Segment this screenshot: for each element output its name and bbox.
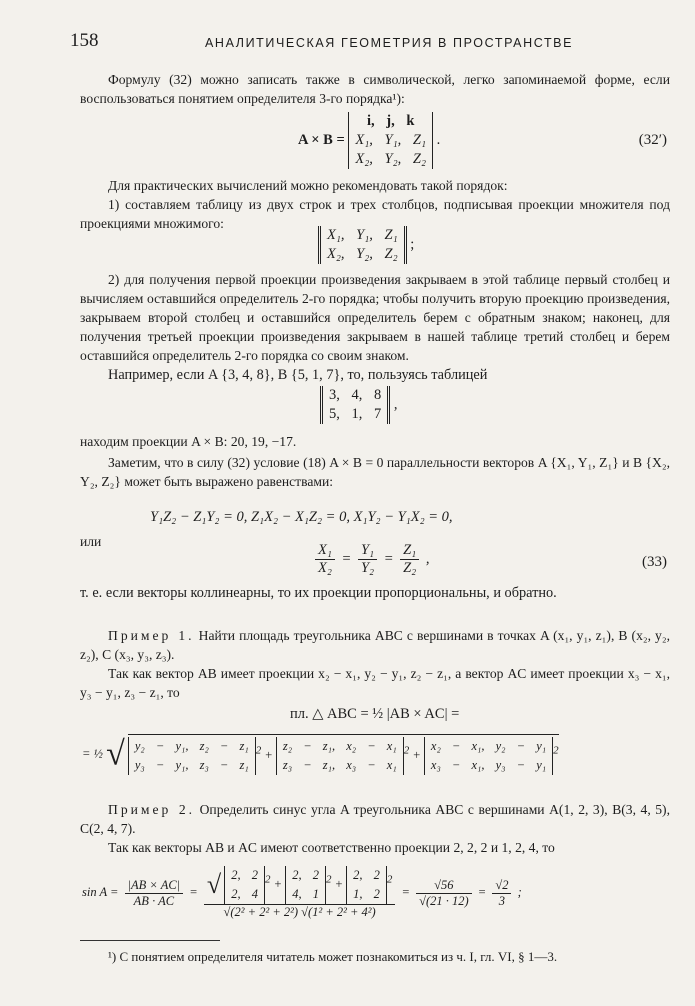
or-word: или xyxy=(80,534,102,549)
example2-text: Определить синус угла A треугольника ABC с вершинами A(1, 2, 3), B(3, 4, 5), C(2, 4, 7). xyxy=(80,802,670,836)
step1-paragraph: 1) составляем таблицу из двух строк и трех столбцов, подписывая проекции множителя под проекциями множимого: xyxy=(80,197,670,231)
det-2: z₂ − z₁, x₂ − x₁ z₃ − z₁, x₃ − x₁ xyxy=(276,737,404,775)
eq32p-row1: i, j, k xyxy=(366,113,415,129)
parallel-condition-equations: Y₁Z₂ − Z₁Y₂ = 0, Z₁X₂ − X₁Z₂ = 0, X₁Y₂ − Y₁X₂ = 0, xyxy=(150,509,453,525)
sqrt-prefix: = ½ xyxy=(82,746,103,761)
practical-paragraph: Для практических вычислений можно рекомендовать такой порядок: xyxy=(108,178,508,193)
eq32p-row2: X₁, Y₁, Z₁ xyxy=(355,132,426,148)
projection-table-tail: ; xyxy=(410,236,415,253)
sin-det-2: 2, 2 4, 1 xyxy=(285,866,326,904)
collinear-paragraph: т. е. если векторы коллинеарны, то их проекции пропорциональны, и обратно. xyxy=(80,585,557,601)
parallel-note: Заметим, что в силу (32) условие (18) A × B = 0 параллельности векторов A {X₁, Y₁, Z₁} и B {X₂, Y₂, Z₂} может быть выражено равенствами: xyxy=(80,455,670,489)
sin-result-fraction-1: $\frac{√56}{√(21 \cdot 12)}$ xyxy=(416,878,472,909)
sin-definition-fraction: $\frac{|AB \times AC|}{AB \cdot AC}$ xyxy=(125,878,184,909)
sin-det-1: 2, 2 2, 4 xyxy=(224,866,265,904)
sine-formula: sin A = $\frac{|AB \times AC|}{AB \cdot AC}$ = √ 2, 2 2, 4 $^2$ + 2, 2 4, 1 $^2$ + 2, 2 1, 2 $^2$ √(2² + 2² + 2²) √(1² + 2² + 4²) = $\frac{√56}{√(21 \cdot 12)}$ = $\frac{√2}{3}$ ; xyxy=(82,868,522,919)
example-table-tail: , xyxy=(393,396,398,413)
sin-det-3: 2, 2 1, 2 xyxy=(346,866,387,904)
example1-text: Найти площадь треугольника ABC с вершинами в точках A (x₁, y₁, z₁), B (x₂, y₂, z₂), C (x₃, y₃, z₃). xyxy=(80,628,670,662)
projection-table-row1: X₁, Y₁, Z₁ xyxy=(327,227,398,243)
eq32p-row3: X₂, Y₂, Z₂ xyxy=(355,151,426,167)
eq33-frac-z: $\frac{\text{Z₁}}{\text{Z₂}}$ xyxy=(400,542,419,577)
sin-main-fraction: √ 2, 2 2, 4 $^2$ + 2, 2 4, 1 $^2$ + 2, 2 1, 2 $^2$ √(2² + 2² + 2²) √(1² + 2² + 4²) xyxy=(204,866,396,920)
sin-lhs: sin A = xyxy=(82,884,119,899)
example2-label: Пример 2. xyxy=(108,802,196,817)
example1-body: Так как вектор AB имеет проекции x₂ − x₁, y₂ − y₁, z₂ − z₁, а вектор AC имеет проекции x₃ − x₁, y₃ − y₁, z₃ − z₁, то xyxy=(80,666,670,700)
example2-body: Так как векторы AB и AC имеют соответственно проекции 2, 2, 2 и 1, 2, 4, то xyxy=(108,840,555,855)
eq32p-lhs: A × B = xyxy=(298,131,345,148)
sqrt-icon: √ xyxy=(206,870,222,899)
example1-label: Пример 1. xyxy=(108,628,195,643)
example1 xyxy=(80,626,670,664)
example-table-row2: 5, 1, 7 xyxy=(329,406,382,422)
eq33-frac-y: $\frac{\text{Y₁}}{\text{Y₂}}$ xyxy=(358,542,377,577)
area-formula: пл. △ ABC = ½ |AB × AC| = xyxy=(290,706,460,722)
eq32p-number: (32′) xyxy=(638,132,667,148)
eq33-frac-x: $\frac{\text{X₁}}{\text{X₂}}$ xyxy=(315,542,335,577)
sqrt-radicand: y₂ − y₁, z₂ − z₁ y₃ − y₁, z₃ − z₁ $^2$ + z₂ − z₁, x₂ − x₁ z₃ − z₁, x₃ − x₁ $^2$ + x₂ − x₁, y₂ − y₁ x₃ − x₁, y₃ − y₁ $^2$ xyxy=(128,734,559,775)
example-intro: Например, если A {3, 4, 8}, B {5, 1, 7}, то, пользуясь таблицей xyxy=(108,367,488,383)
area-sqrt-expression xyxy=(82,734,559,775)
example2 xyxy=(80,800,670,838)
sin-result-fraction-2: $\frac{√2}{3}$ xyxy=(492,878,511,909)
eq32p-tail: . xyxy=(436,131,441,148)
example-result: находим проекции A × B: 20, 19, −17. xyxy=(80,434,297,449)
det-3: x₂ − x₁, y₂ − y₁ x₃ − x₁, y₃ − y₁ xyxy=(424,737,553,775)
projection-table xyxy=(318,226,414,264)
intro-paragraph: Формулу (32) можно записать также в символической, легко запоминаемой форме, если воспользоваться понятием определителя 3-го порядка¹): xyxy=(80,72,670,106)
det-1: y₂ − y₁, z₂ − z₁ y₃ − y₁, z₃ − z₁ xyxy=(128,737,256,775)
sqrt-icon: √ xyxy=(106,735,125,773)
example-table-row1: 3, 4, 8 xyxy=(329,387,382,403)
example-table xyxy=(320,386,398,424)
equation-33: $\frac{\text{X₁}}{\text{X₂}}$ = $\frac{\text{Y₁}}{\text{Y₂}}$ = $\frac{\text{Z₁}}{\text{Z₂}}$ , xyxy=(312,542,429,577)
footnote-rule xyxy=(80,940,220,941)
step2-paragraph: 2) для получения первой проекции произведения закрываем в этой таблице первый столбец и вычисляем оставшийся определитель 2-го порядка; чтобы получить вторую проекцию произведения, закрываем второй столбец и оставшийся определитель берем с обратным знаком; наконец, для получения третьей проекции произведения закрываем в нашей таблице третий столбец и берем оставшийся определитель 2-го порядка со своим знаком. xyxy=(80,272,670,363)
example-table-matrix xyxy=(320,386,390,424)
projection-table-matrix xyxy=(318,226,407,264)
footnote: ¹) С понятием определителя читатель может познакомиться из ч. I, гл. VI, § 1—3. xyxy=(108,949,558,964)
page-number: 158 xyxy=(70,30,99,51)
running-title: АНАЛИТИЧЕСКАЯ ГЕОМЕТРИЯ В ПРОСТРАНСТВЕ xyxy=(205,36,574,50)
eq32p-matrix xyxy=(348,112,433,169)
equation-32-prime xyxy=(298,112,440,169)
eq33-number: (33) xyxy=(642,554,667,570)
projection-table-row2: X₂, Y₂, Z₂ xyxy=(327,246,398,262)
